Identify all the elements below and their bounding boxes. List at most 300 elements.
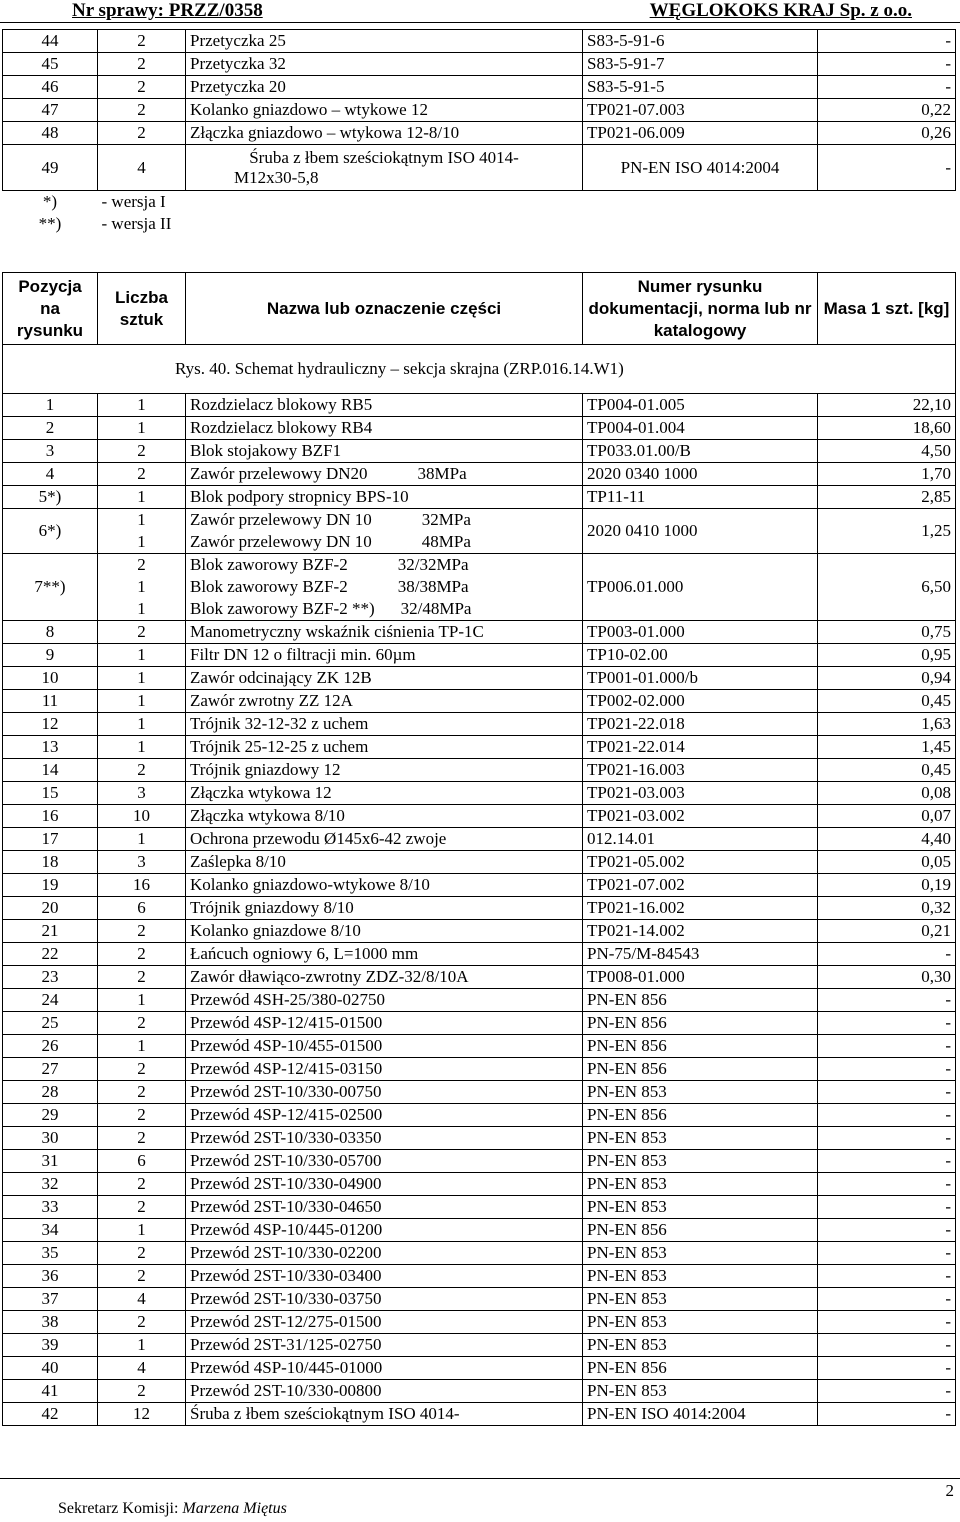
table-row [3,76,956,99]
cell-document: TP008-01.000 [583,966,818,989]
part-name: Zawór przelewowy DN 10 [190,532,372,551]
cell-document: S83-5-91-6 [583,30,818,53]
cell-name: Kolanko gniazdowo-wtykowe 8/10 [186,874,583,897]
cell-name: Przewód 4SP-12/415-03150 [186,1058,583,1081]
cell-name: Ochrona przewodu Ø145x6-42 zwoje [186,828,583,851]
cell-document: 2020 0410 1000 [583,509,818,554]
table-row [3,1150,956,1173]
table-row [3,966,956,989]
table-row [3,1058,956,1081]
cell-mass: - [818,1334,956,1357]
cell-quantity: 2 [98,1265,186,1288]
cell-name: Przewód 2ST-10/330-03350 [186,1127,583,1150]
cell-document: PN-EN 856 [583,1104,818,1127]
cell-document: TP021-06.009 [583,122,818,145]
table-header-row [3,273,956,345]
cell-position: 22 [3,943,98,966]
cell-quantity: 2 [98,759,186,782]
cell-quantity: 2 [98,440,186,463]
cell-name: Filtr DN 12 o filtracji min. 60µm [186,644,583,667]
cell-quantity: 1 [98,828,186,851]
rows-4-7 [3,463,956,621]
cell-position: 39 [3,1334,98,1357]
cell-mass: - [818,53,956,76]
part-pressure: 32/32MPa [397,555,469,574]
cell-mass: - [818,1104,956,1127]
cell-name: Przewód 2ST-31/125-02750 [186,1334,583,1357]
cell-name: Zaślepka 8/10 [186,851,583,874]
cell-document: PN-EN 853 [583,1242,818,1265]
cell-quantity: 2 [98,99,186,122]
part-pressure: 38/38MPa [397,577,469,596]
page-number: 2 [945,1481,954,1500]
cell-quantity: 12 [98,1403,186,1426]
cell-position: 30 [3,1127,98,1150]
table-row [3,99,956,122]
cell-document: PN-EN 856 [583,1219,818,1242]
cell-name [186,598,583,621]
cell-document: S83-5-91-7 [583,53,818,76]
table-row [3,897,956,920]
cell-mass: - [818,1357,956,1380]
table-row [3,713,956,736]
table-row [3,463,956,486]
cell-quantity: 1 [98,644,186,667]
cell-name: Przewód 4SP-12/415-02500 [186,1104,583,1127]
cell-position: 13 [3,736,98,759]
cell-quantity: 2 [98,53,186,76]
footer-rule [0,1478,960,1479]
table-row [3,30,956,53]
part-name: Blok zaworowy BZF-2 [190,577,348,596]
cell-name: Złączka wtykowa 8/10 [186,805,583,828]
cell-mass: 4,40 [818,828,956,851]
cell-quantity: 1 [98,509,186,532]
part-pressure: 48MPa [421,532,471,551]
cell-name: Przetyczka 20 [186,76,583,99]
cell-position: 23 [3,966,98,989]
header-quantity: Liczba sztuk [98,273,186,345]
cell-mass: - [818,1403,956,1426]
cell-name: Trójnik gniazdowy 12 [186,759,583,782]
cell-document: PN-EN 856 [583,1012,818,1035]
cell-position: 20 [3,897,98,920]
cell-position: 41 [3,1380,98,1403]
company-name: WĘGLOKOKS KRAJ Sp. z o.o. [649,0,912,21]
table-row [3,509,956,532]
cell-mass: - [818,1380,956,1403]
cell-quantity: 1 [98,417,186,440]
cell-name: Przewód 4SH-25/380-02750 [186,989,583,1012]
cell-quantity: 2 [98,621,186,644]
cell-position: 31 [3,1150,98,1173]
cell-position: 28 [3,1081,98,1104]
cell-mass: 0,30 [818,966,956,989]
table-row [3,943,956,966]
cell-name [186,554,583,577]
cell-document: PN-EN 853 [583,1265,818,1288]
cell-name: Przewód 4SP-10/445-01000 [186,1357,583,1380]
cell-name: Przewód 2ST-10/330-00800 [186,1380,583,1403]
cell-mass: 0,45 [818,759,956,782]
cell-quantity: 1 [98,1334,186,1357]
cell-position: 47 [3,99,98,122]
cell-mass: - [818,30,956,53]
cell-position: 45 [3,53,98,76]
cell-document: PN-EN ISO 4014:2004 [583,1403,818,1426]
cell-mass: - [818,1058,956,1081]
table-row [3,1081,956,1104]
cell-mass: 1,70 [818,463,956,486]
header-mass: Masa 1 szt. [kg] [818,273,956,345]
footer-signature [58,1500,287,1518]
cell-document: PN-EN 853 [583,1288,818,1311]
cell-quantity: 1 [98,486,186,509]
table-row [3,486,956,509]
cell-quantity: 1 [98,713,186,736]
cell-mass: 0,22 [818,99,956,122]
table-row [3,874,956,897]
cell-mass: - [818,1150,956,1173]
table-row [3,1219,956,1242]
cell-document: TP021-22.014 [583,736,818,759]
cell-mass: 0,94 [818,667,956,690]
note-text: - wersja II [101,214,172,233]
cell-position: 10 [3,667,98,690]
cell-document: TP021-03.003 [583,782,818,805]
cell-name: Śruba z łbem sześciokątnym ISO 4014- [186,1403,583,1426]
cell-document: PN-EN 853 [583,1127,818,1150]
table-row [3,759,956,782]
table-row [3,1173,956,1196]
cell-mass: - [818,145,956,191]
cell-name: Zawór dławiąco-zwrotny ZDZ-32/8/10A [186,966,583,989]
cell-name: Przetyczka 32 [186,53,583,76]
cell-position: 2 [3,417,98,440]
header-document: Numer rysunku dokumentacji, norma lub nr katalogowy [583,273,818,345]
cell-name: Kolanko gniazdowo – wtykowe 12 [186,99,583,122]
table-row [3,394,956,417]
cell-position: 34 [3,1219,98,1242]
figure-caption: Rys. 40. Schemat hydrauliczny – sekcja skrajna (ZRP.016.14.W1) [175,359,624,378]
rows-8-42 [3,621,956,1426]
cell-position: 19 [3,874,98,897]
cell-document: TP021-03.002 [583,805,818,828]
cell-quantity: 16 [98,874,186,897]
cell-mass: - [818,1081,956,1104]
name-line-1: Śruba z łbem sześciokątnym ISO 4014- [249,147,519,167]
name-line-2: M12x30-5,8 [234,167,319,187]
cell-position: 3 [3,440,98,463]
cell-document: PN-EN 853 [583,1196,818,1219]
cell-name: Łańcuch ogniowy 6, L=1000 mm [186,943,583,966]
cell-document: TP004-01.004 [583,417,818,440]
table-row [3,1403,956,1426]
cell-quantity: 10 [98,805,186,828]
cell-quantity: 3 [98,851,186,874]
cell-position: 9 [3,644,98,667]
table-row [3,1265,956,1288]
cell-document: TP021-16.003 [583,759,818,782]
secretary-name: Marzena Miętus [182,1500,287,1517]
cell-document: TP021-07.002 [583,874,818,897]
cell-mass: 1,25 [818,509,956,554]
cell-mass: 1,63 [818,713,956,736]
cell-position: 26 [3,1035,98,1058]
header-position: Pozycja na rysunku [3,273,98,345]
cell-position: 11 [3,690,98,713]
cell-mass: 0,07 [818,805,956,828]
cell-document: TP004-01.005 [583,394,818,417]
cell-name: Blok stojakowy BZF1 [186,440,583,463]
table-row [3,828,956,851]
parts-table [2,272,956,1426]
part-name: Blok zaworowy BZF-2 [190,555,348,574]
cell-document: TP10-02.00 [583,644,818,667]
cell-name [186,509,583,532]
part-name: Zawór przelewowy DN 10 [190,510,372,529]
note-row [3,191,956,214]
cell-mass: 0,08 [818,782,956,805]
cell-position: 49 [3,145,98,191]
cell-mass: - [818,1242,956,1265]
table-row [3,621,956,644]
cell-quantity: 1 [98,736,186,759]
cell-quantity: 1 [98,690,186,713]
cell-mass: 0,19 [818,874,956,897]
cell-name: Rozdzielacz blokowy RB5 [186,394,583,417]
secretary-label: Sekretarz Komisji: [58,1500,179,1517]
cell-document: TP001-01.000/b [583,667,818,690]
cell-mass: 0,45 [818,690,956,713]
cell-document: TP021-16.002 [583,897,818,920]
cell-name: Zawór odcinający ZK 12B [186,667,583,690]
cell-position: 37 [3,1288,98,1311]
cell-document: TP021-14.002 [583,920,818,943]
cell-mass: 0,26 [818,122,956,145]
cell-name: Przewód 4SP-10/445-01200 [186,1219,583,1242]
cell-quantity: 2 [98,122,186,145]
table-row [3,440,956,463]
cell-name: Przewód 2ST-10/330-04900 [186,1173,583,1196]
cell-name: Przewód 4SP-10/455-01500 [186,1035,583,1058]
cell-mass: 0,75 [818,621,956,644]
cell-quantity: 1 [98,576,186,598]
cell-name: Rozdzielacz blokowy RB4 [186,417,583,440]
parts-table-continuation [2,29,956,235]
cell-quantity: 2 [98,1196,186,1219]
cell-mass: - [818,943,956,966]
cell-name: Przewód 2ST-10/330-04650 [186,1196,583,1219]
table-row [3,1380,956,1403]
table-row [3,920,956,943]
cell-document: TP002-02.000 [583,690,818,713]
cell-name: Przewód 4SP-12/415-01500 [186,1012,583,1035]
cell-document: TP033.01.00/B [583,440,818,463]
cell-name: Trójnik 32-12-32 z uchem [186,713,583,736]
table-row [3,1104,956,1127]
cell-name [186,463,583,486]
cell-name: Blok podpory stropnicy BPS-10 [186,486,583,509]
table-row [3,644,956,667]
cell-quantity: 2 [98,1380,186,1403]
cell-quantity: 1 [98,1219,186,1242]
table-row [3,554,956,577]
cell-position: 38 [3,1311,98,1334]
cell-name: Kolanko gniazdowe 8/10 [186,920,583,943]
part-pressure: 32/48MPa [400,599,472,618]
table-row [3,1242,956,1265]
table-row [3,736,956,759]
cell-document: 2020 0340 1000 [583,463,818,486]
cell-quantity: 2 [98,1081,186,1104]
note-row [3,213,956,235]
cell-mass: - [818,76,956,99]
cell-mass: - [818,989,956,1012]
cell-position: 46 [3,76,98,99]
case-number: Nr sprawy: PRZZ/0358 [72,0,263,21]
cell-document: TP021-22.018 [583,713,818,736]
cell-document: PN-EN 856 [583,1357,818,1380]
cell-quantity: 2 [98,920,186,943]
cell-name: Zawór zwrotny ZZ 12A [186,690,583,713]
cell-position: 29 [3,1104,98,1127]
cell-quantity: 2 [98,1242,186,1265]
cell-mass: - [818,1173,956,1196]
cell-name: Przewód 2ST-12/275-01500 [186,1311,583,1334]
cell-position: 1 [3,394,98,417]
table-row [3,989,956,1012]
cell-document: 012.14.01 [583,828,818,851]
cell-mass: 1,45 [818,736,956,759]
cell-quantity: 6 [98,1150,186,1173]
cell-name: Trójnik gniazdowy 8/10 [186,897,583,920]
cell-position: 48 [3,122,98,145]
cell-position: 17 [3,828,98,851]
cell-position: 42 [3,1403,98,1426]
cell-quantity: 1 [98,667,186,690]
cell-mass: 0,21 [818,920,956,943]
cell-quantity: 2 [98,966,186,989]
cell-mass: - [818,1311,956,1334]
cell-document: TP021-07.003 [583,99,818,122]
cell-mass: - [818,1196,956,1219]
cell-name: Przetyczka 25 [186,30,583,53]
cell-position: 8 [3,621,98,644]
cell-position: 5*) [3,486,98,509]
cell-quantity: 2 [98,1127,186,1150]
cell-name: Przewód 2ST-10/330-03750 [186,1288,583,1311]
cell-mass: 0,32 [818,897,956,920]
cell-quantity: 1 [98,598,186,621]
cell-name: Trójnik 25-12-25 z uchem [186,736,583,759]
table-row [3,782,956,805]
cell-quantity: 3 [98,782,186,805]
cell-mass: 0,95 [818,644,956,667]
part-name: Blok zaworowy BZF-2 **) [190,599,375,618]
cell-quantity: 1 [98,1035,186,1058]
cell-name: Przewód 2ST-10/330-05700 [186,1150,583,1173]
cell-document: PN-EN 853 [583,1334,818,1357]
table-row [3,1196,956,1219]
cell-position: 35 [3,1242,98,1265]
cell-quantity: 2 [98,1058,186,1081]
cell-document: PN-EN 853 [583,1173,818,1196]
cell-quantity: 2 [98,1173,186,1196]
table-row [3,1288,956,1311]
cell-position: 6*) [3,509,98,554]
cell-name: Manometryczny wskaźnik ciśnienia TP-1C [186,621,583,644]
cell-document: TP021-05.002 [583,851,818,874]
page-header [0,0,960,24]
cell-document: TP006.01.000 [583,554,818,621]
cell-mass: - [818,1035,956,1058]
cell-document: TP11-11 [583,486,818,509]
cell-document: PN-EN 853 [583,1150,818,1173]
cell-position: 14 [3,759,98,782]
cell-quantity: 2 [98,1311,186,1334]
cell-mass: - [818,1288,956,1311]
cell-mass: - [818,1219,956,1242]
table-row [3,805,956,828]
header-rule [0,22,960,23]
cell-position: 4 [3,463,98,486]
cell-position: 44 [3,30,98,53]
cell-mass: - [818,1265,956,1288]
cell-quantity: 4 [98,1288,186,1311]
note-mark: **) [38,214,62,233]
table-row [3,145,956,191]
note-mark: *) [42,192,58,211]
part-name: Zawór przelewowy DN20 [190,464,368,483]
cell-position: 7**) [3,554,98,621]
table-row [3,1012,956,1035]
cell-name: Przewód 2ST-10/330-02200 [186,1242,583,1265]
cell-position: 21 [3,920,98,943]
cell-document: PN-EN 856 [583,1035,818,1058]
rows-1-3 [3,394,956,463]
table-row [3,1357,956,1380]
cell-name [186,576,583,598]
cell-quantity: 2 [98,76,186,99]
cell-document: PN-EN 853 [583,1380,818,1403]
cell-quantity: 1 [98,989,186,1012]
cell-name: Przewód 2ST-10/330-03400 [186,1265,583,1288]
part-pressure: 38MPa [417,464,467,483]
cell-mass: - [818,1127,956,1150]
cell-document: S83-5-91-5 [583,76,818,99]
cell-position: 18 [3,851,98,874]
cell-quantity: 4 [98,145,186,191]
cell-quantity: 2 [98,30,186,53]
cell-position: 12 [3,713,98,736]
cell-document: PN-75/M-84543 [583,943,818,966]
cell-document: PN-EN 856 [583,989,818,1012]
cell-position: 32 [3,1173,98,1196]
table-row [3,1035,956,1058]
cell-name [186,531,583,554]
cell-mass: 18,60 [818,417,956,440]
cell-name: Przewód 2ST-10/330-00750 [186,1081,583,1104]
cell-document: PN-EN ISO 4014:2004 [583,145,818,191]
table-row [3,417,956,440]
cell-quantity: 2 [98,554,186,577]
note-text: - wersja I [101,192,166,211]
table-row [3,53,956,76]
cell-document: PN-EN 853 [583,1311,818,1334]
continuation-rows [3,30,956,145]
cell-position: 25 [3,1012,98,1035]
